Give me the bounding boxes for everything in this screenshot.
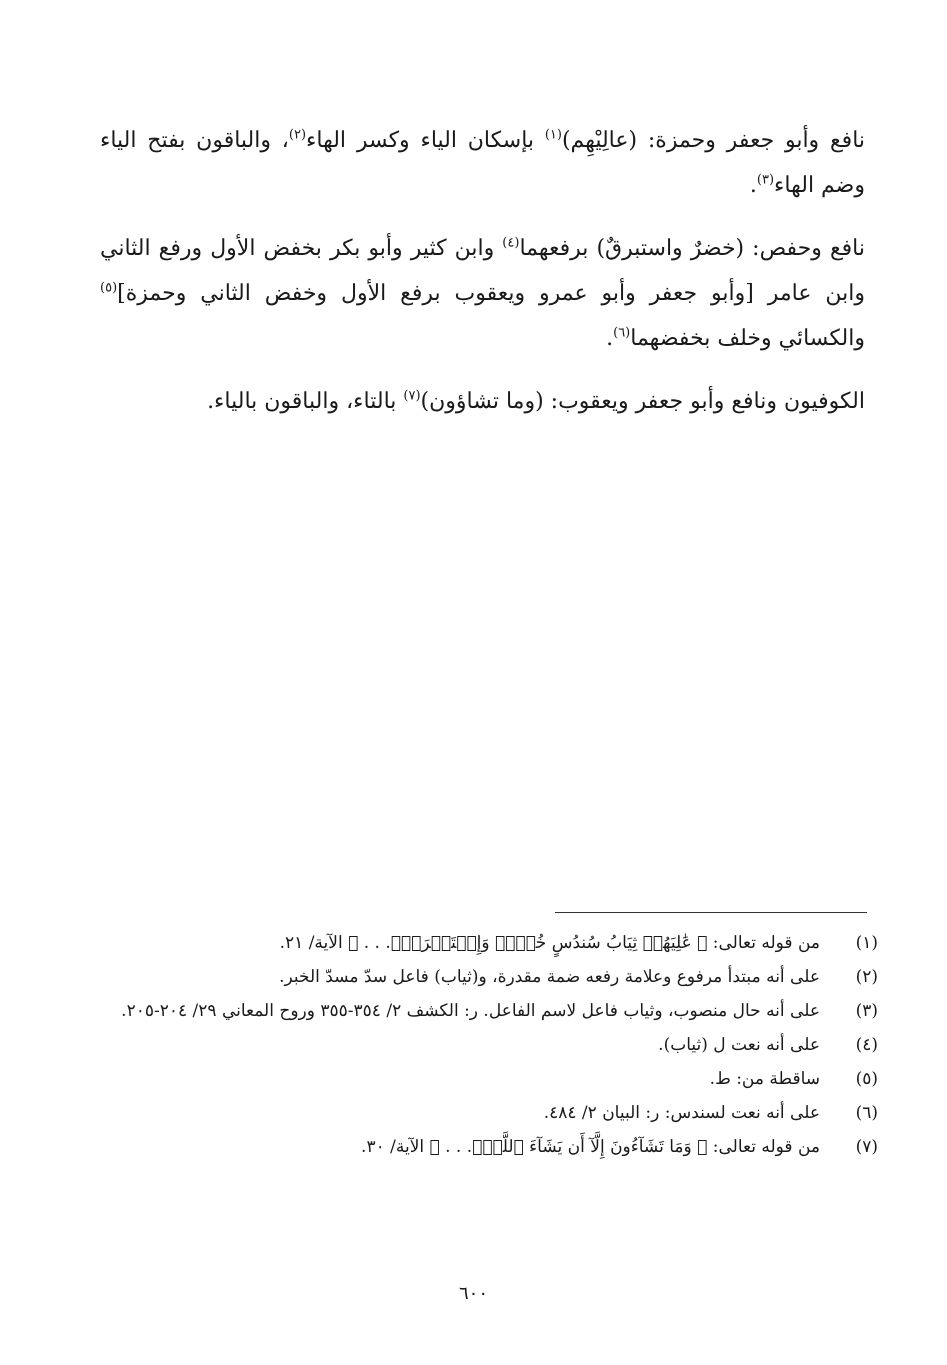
text-run: ، والباقون بفتح الياء وضم الهاء [100, 128, 865, 198]
footnote-ref[interactable]: (٧) [403, 388, 421, 404]
footnote-item [100, 1064, 878, 1094]
footnote-item [100, 996, 878, 1026]
footnote-text: من قوله تعالى: ﴿ عَٰلِيَهُمۡ ثِيَابُ سُندُسٍ خُضۡرٞ وَإِسۡتَبۡرَقٞۖ. . . ﴾ الآية/ ٢١. [279, 933, 820, 953]
footnote-text: على أنه نعت ل (ثياب). [658, 1035, 820, 1055]
text-run: بالتاء، والباقون بالياء. [207, 389, 404, 414]
text-run: . [606, 326, 614, 351]
paragraph-1 [100, 118, 865, 208]
footnote-number: (٢) [855, 967, 878, 987]
footnote-item [100, 1098, 878, 1128]
text-run: نافع وأبو جعفر وحمزة: (عالِيْهِم) [561, 128, 866, 153]
footnote-ref[interactable]: (٣) [756, 172, 775, 188]
paragraph-2 [100, 226, 865, 361]
footnote-ref[interactable]: (٦) [613, 325, 631, 341]
footnote-item [100, 1132, 878, 1162]
footnote-ref[interactable]: (٤) [502, 235, 520, 251]
page-number: ٦٠٠ [458, 1283, 488, 1304]
text-run: الكوفيون ونافع وأبو جعفر ويعقوب: (وما تشاؤون) [420, 389, 865, 414]
footnote-number: (٣) [855, 1001, 878, 1021]
footnote-number: (٦) [855, 1103, 878, 1123]
footnote-number: (٤) [855, 1035, 878, 1055]
paragraph-3 [100, 379, 865, 424]
footnote-separator [555, 912, 867, 913]
text-run: وابن كثير وأبو بكر بخفض الأول ورفع الثاني وابن عامر [وأبو جعفر وأبو عمرو ويعقوب برفع الأول وخفض الثاني وحمزة] [100, 236, 865, 306]
footnotes [100, 928, 878, 1166]
footnote-text: على أنه مبتدأ مرفوع وعلامة رفعه ضمة مقدرة، و(ثياب) فاعل سدّ مسدّ الخبر. [279, 967, 820, 987]
footnote-number: (٥) [855, 1069, 878, 1089]
text-run: بإسكان الياء وكسر الهاء [306, 128, 545, 153]
footnote-text: من قوله تعالى: ﴿ وَمَا تَشَآءُونَ إِلَّآ أَن يَشَآءَ ٱللَّهُۚ. . . ﴾ الآية/ ٣٠. [361, 1137, 820, 1157]
footnote-item [100, 928, 878, 958]
footnote-text: ساقطة من: ط. [709, 1069, 820, 1089]
footnote-ref[interactable]: (١) [544, 127, 562, 143]
footnote-ref[interactable]: (٢) [288, 127, 307, 143]
footnote-item [100, 1030, 878, 1060]
text-run: نافع وحفص: (خضرٌ واستبرقٌ) برفعهما [519, 236, 865, 261]
main-text [100, 118, 865, 442]
footnote-item [100, 962, 878, 992]
footnote-number: (٧) [855, 1137, 878, 1157]
footnote-text: على أنه نعت لسندس: ر: البيان ٢/ ٤٨٤. [543, 1103, 820, 1123]
text-run: والكسائي وخلف بخفضهما [630, 326, 865, 351]
footnote-text: على أنه حال منصوب، وثياب فاعل لاسم الفاعل. ر: الكشف ٢/ ٣٥٤-٣٥٥ وروح المعاني ٢٩/ ٢٠٤-٢٠٥. [121, 1001, 820, 1021]
footnote-ref[interactable]: (٥) [100, 280, 118, 296]
footnote-number: (١) [855, 933, 878, 953]
text-run: . [749, 173, 757, 198]
